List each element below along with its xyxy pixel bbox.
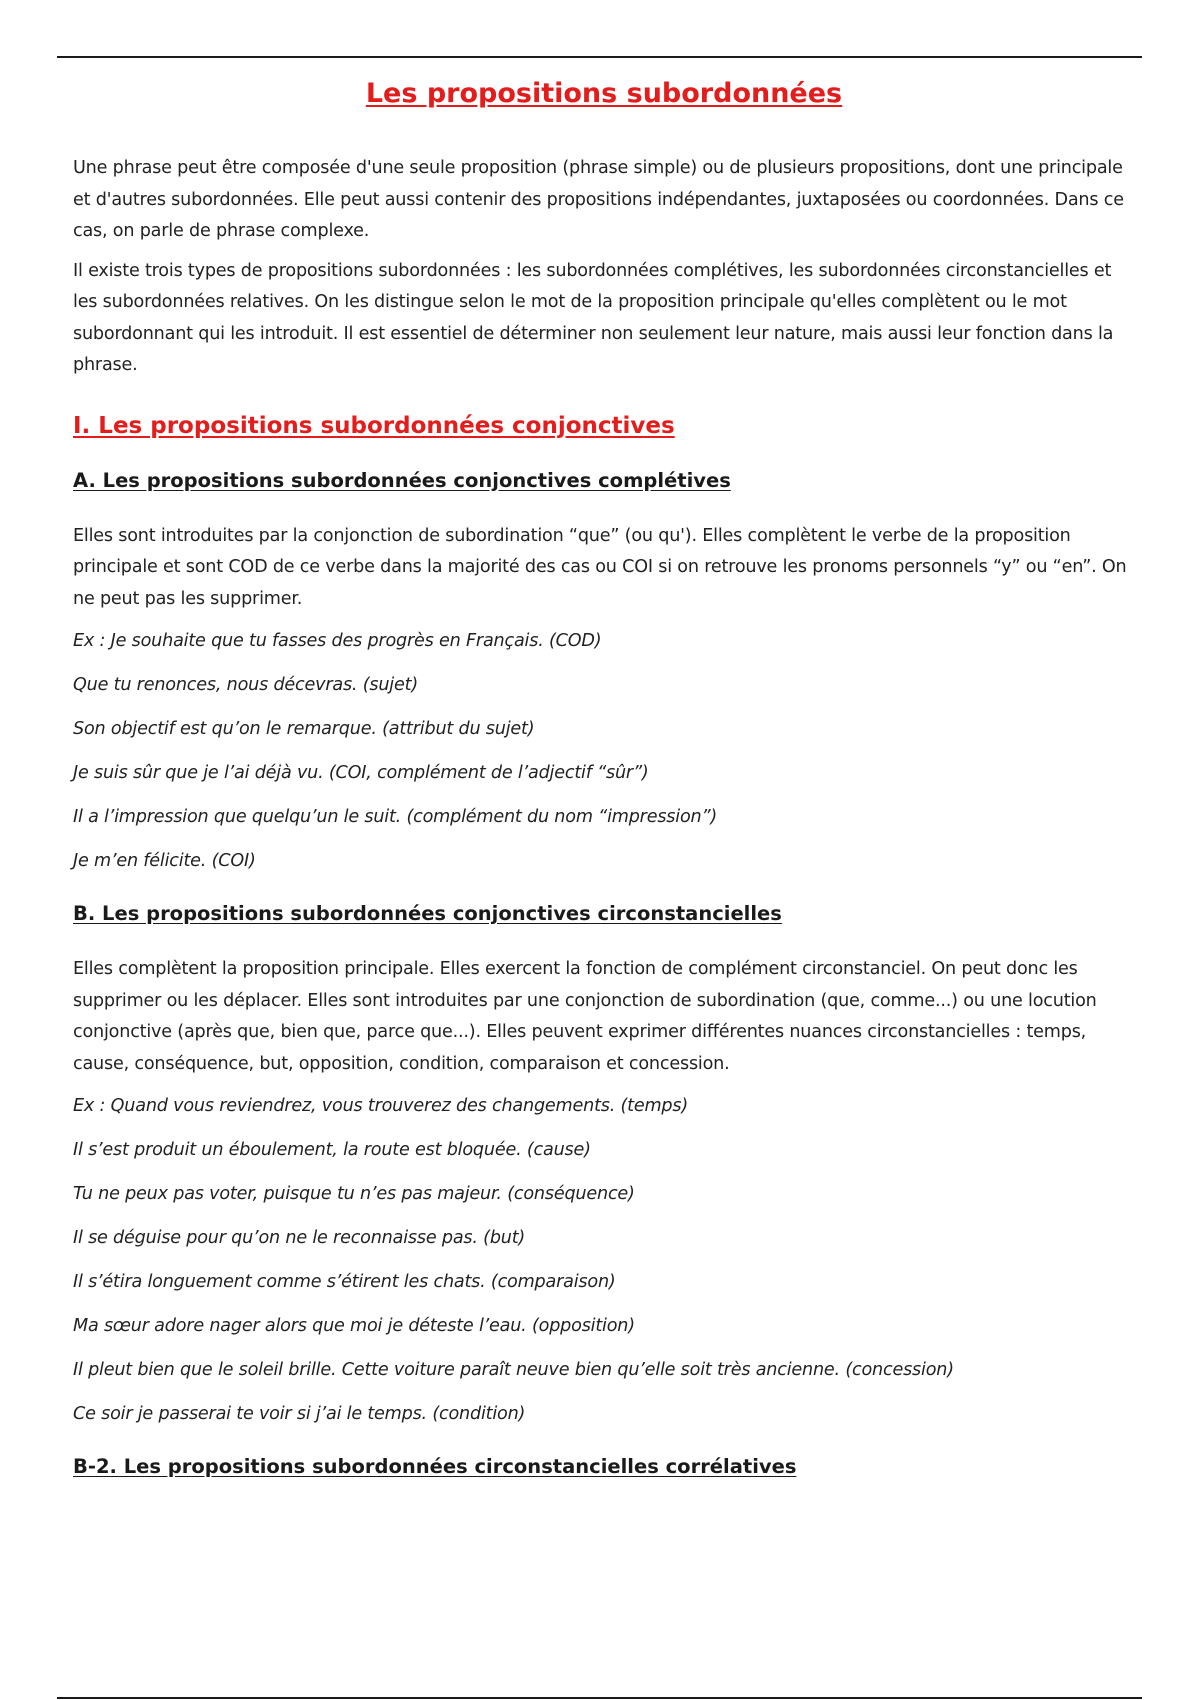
subsection-heading-correlatives: B-2. Les propositions subordonnées circonstancielles corrélatives: [73, 1455, 797, 1478]
example-line: Il se déguise pour qu’on ne le reconnaisse pas. (but): [73, 1228, 526, 1248]
example-line: Ex : Quand vous reviendrez, vous trouverez des changements. (temps): [73, 1096, 689, 1116]
intro-paragraph-1: Une phrase peut être composée d'une seule proposition (phrase simple) ou de plusieurs propositions, dont une principale et d'autres subordonnées. Elle peut aussi contenir des propositions indépendantes, juxtaposées ou coordonnées. Dans ce cas, on parle de phrase complexe.: [73, 158, 1124, 241]
bottom-rule: [57, 1697, 1142, 1699]
subsection-heading-completives: A. Les propositions subordonnées conjonctives complétives: [73, 468, 731, 492]
example-line: Il s’étira longuement comme s’étirent les chats. (comparaison): [73, 1272, 616, 1292]
top-rule: [57, 56, 1142, 58]
intro-paragraph-2: Il existe trois types de propositions subordonnées : les subordonnées complétives, les subordonnées circonstancielles et les subordonnées relatives. On les distingue selon le mot de la proposition principale qu'elles complètent ou le mot subordonnant qui les introduit. Il est essentiel de déterminer non seulement leur nature, mais aussi leur fonction dans la phrase.: [73, 260, 1114, 375]
subsection-heading-circonstancielles: B. Les propositions subordonnées conjonctives circonstancielles: [73, 902, 782, 925]
example-line: Son objectif est qu’on le remarque. (attribut du sujet): [73, 719, 535, 739]
document-content: [73, 74, 1135, 1482]
section-heading-conjonctives: I. Les propositions subordonnées conjonctives: [73, 412, 675, 439]
example-line: Je suis sûr que je l’ai déjà vu. (COI, complément de l’adjectif “sûr”): [73, 763, 649, 783]
example-line: Il a l’impression que quelqu’un le suit. (complément du nom “impression”): [73, 807, 718, 827]
circonstancielles-paragraph: Elles complètent la proposition principale. Elles exercent la fonction de complément circonstanciel. On peut donc les supprimer ou les déplacer. Elles sont introduites par une conjonction de subordination (que, comme...) ou une locution conjonctive (après que, bien que, parce que...). Elles peuvent exprimer différentes nuances circonstancielles : temps, cause, conséquence, but, opposition, condition, comparaison et concession.: [73, 959, 1097, 1074]
document-title: Les propositions subordonnées: [365, 78, 843, 109]
example-line: Que tu renonces, nous décevras. (sujet): [73, 675, 418, 695]
example-line: Je m’en félicite. (COI): [73, 851, 256, 871]
example-line: Il s’est produit un éboulement, la route est bloquée. (cause): [73, 1140, 591, 1160]
example-line: Ex : Je souhaite que tu fasses des progrès en Français. (COD): [73, 631, 602, 651]
example-line: Ma sœur adore nager alors que moi je déteste l’eau. (opposition): [73, 1316, 635, 1336]
example-line: Il pleut bien que le soleil brille. Cette voiture paraît neuve bien qu’elle soit très ancienne. (concession): [73, 1360, 954, 1380]
example-line: Tu ne peux pas voter, puisque tu n’es pas majeur. (conséquence): [73, 1184, 635, 1204]
completives-paragraph: Elles sont introduites par la conjonction de subordination “que” (ou qu'). Elles complètent le verbe de la proposition principale et sont COD de ce verbe dans la majorité des cas ou COI si on retrouve les pronoms personnels “y” ou “en”. On ne peut pas les supprimer.: [73, 525, 1127, 609]
example-line: Ce soir je passerai te voir si j’ai le temps. (condition): [73, 1404, 526, 1424]
